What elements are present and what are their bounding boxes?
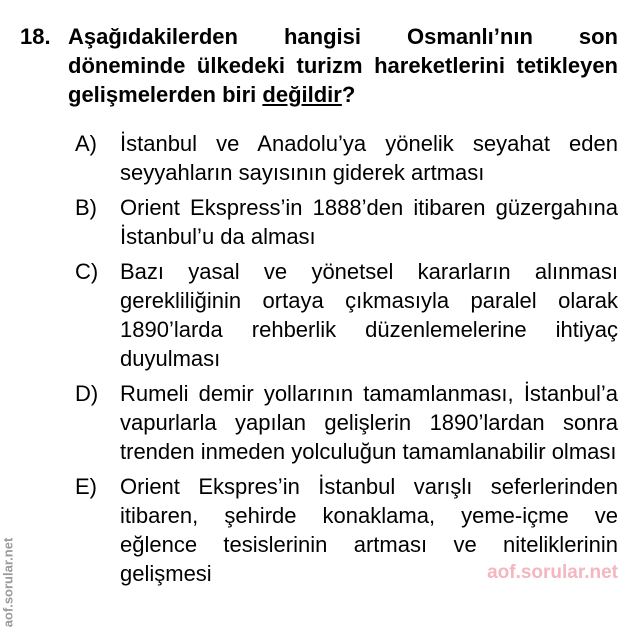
option-c[interactable] xyxy=(75,257,618,373)
option-text: İstanbul ve Anadolu’ya yönelik seyahat eden seyyahların sayısının giderek artması xyxy=(120,131,618,185)
option-letter: D) xyxy=(75,381,99,406)
watermark: aof.sorular.net xyxy=(487,562,618,583)
option-e[interactable] xyxy=(75,472,618,588)
question-text xyxy=(68,22,618,109)
option-text: Rumeli demir yollarının tamamlanması, İstanbul’a vapurlarla yapılan gelişlerin 1890’lardan sonra trenden inmeden yolculuğun tamamlanabilir olması xyxy=(120,381,618,464)
question-emphasis: değildir xyxy=(262,82,342,107)
question-number: 18. xyxy=(20,24,51,49)
option-a[interactable] xyxy=(75,129,618,187)
option-letter: E) xyxy=(75,474,97,499)
option-text: Orient Ekspres’in İstanbul varışlı seferlerinden itibaren, şehirde konaklama, yeme-içme ve eğlence tesislerinin artması ve niteliklerinin gelişmesi xyxy=(120,474,618,586)
question xyxy=(20,22,618,109)
side-watermark: aof.sorular.net xyxy=(0,537,16,628)
option-letter: A) xyxy=(75,131,97,156)
option-d[interactable] xyxy=(75,379,618,466)
option-letter: B) xyxy=(75,195,97,220)
option-text: Bazı yasal ve yönetsel kararların alınması gerekliliğinin ortaya çıkmasıyla paralel olarak 1890’larda rehberlik düzenlemelerine ihtiyaç duyulması xyxy=(120,259,618,371)
option-text: Orient Ekspress’in 1888’den itibaren güzergahına İstanbul’u da alması xyxy=(120,195,618,249)
option-letter: C) xyxy=(75,259,99,284)
option-b[interactable] xyxy=(75,193,618,251)
question-mark: ? xyxy=(341,82,356,107)
question-text-main: Aşağıdakilerden hangisi Osmanlı’nın son döneminde ülkedeki turizm hareketlerini tetikleyen gelişmelerden biri xyxy=(68,24,618,107)
